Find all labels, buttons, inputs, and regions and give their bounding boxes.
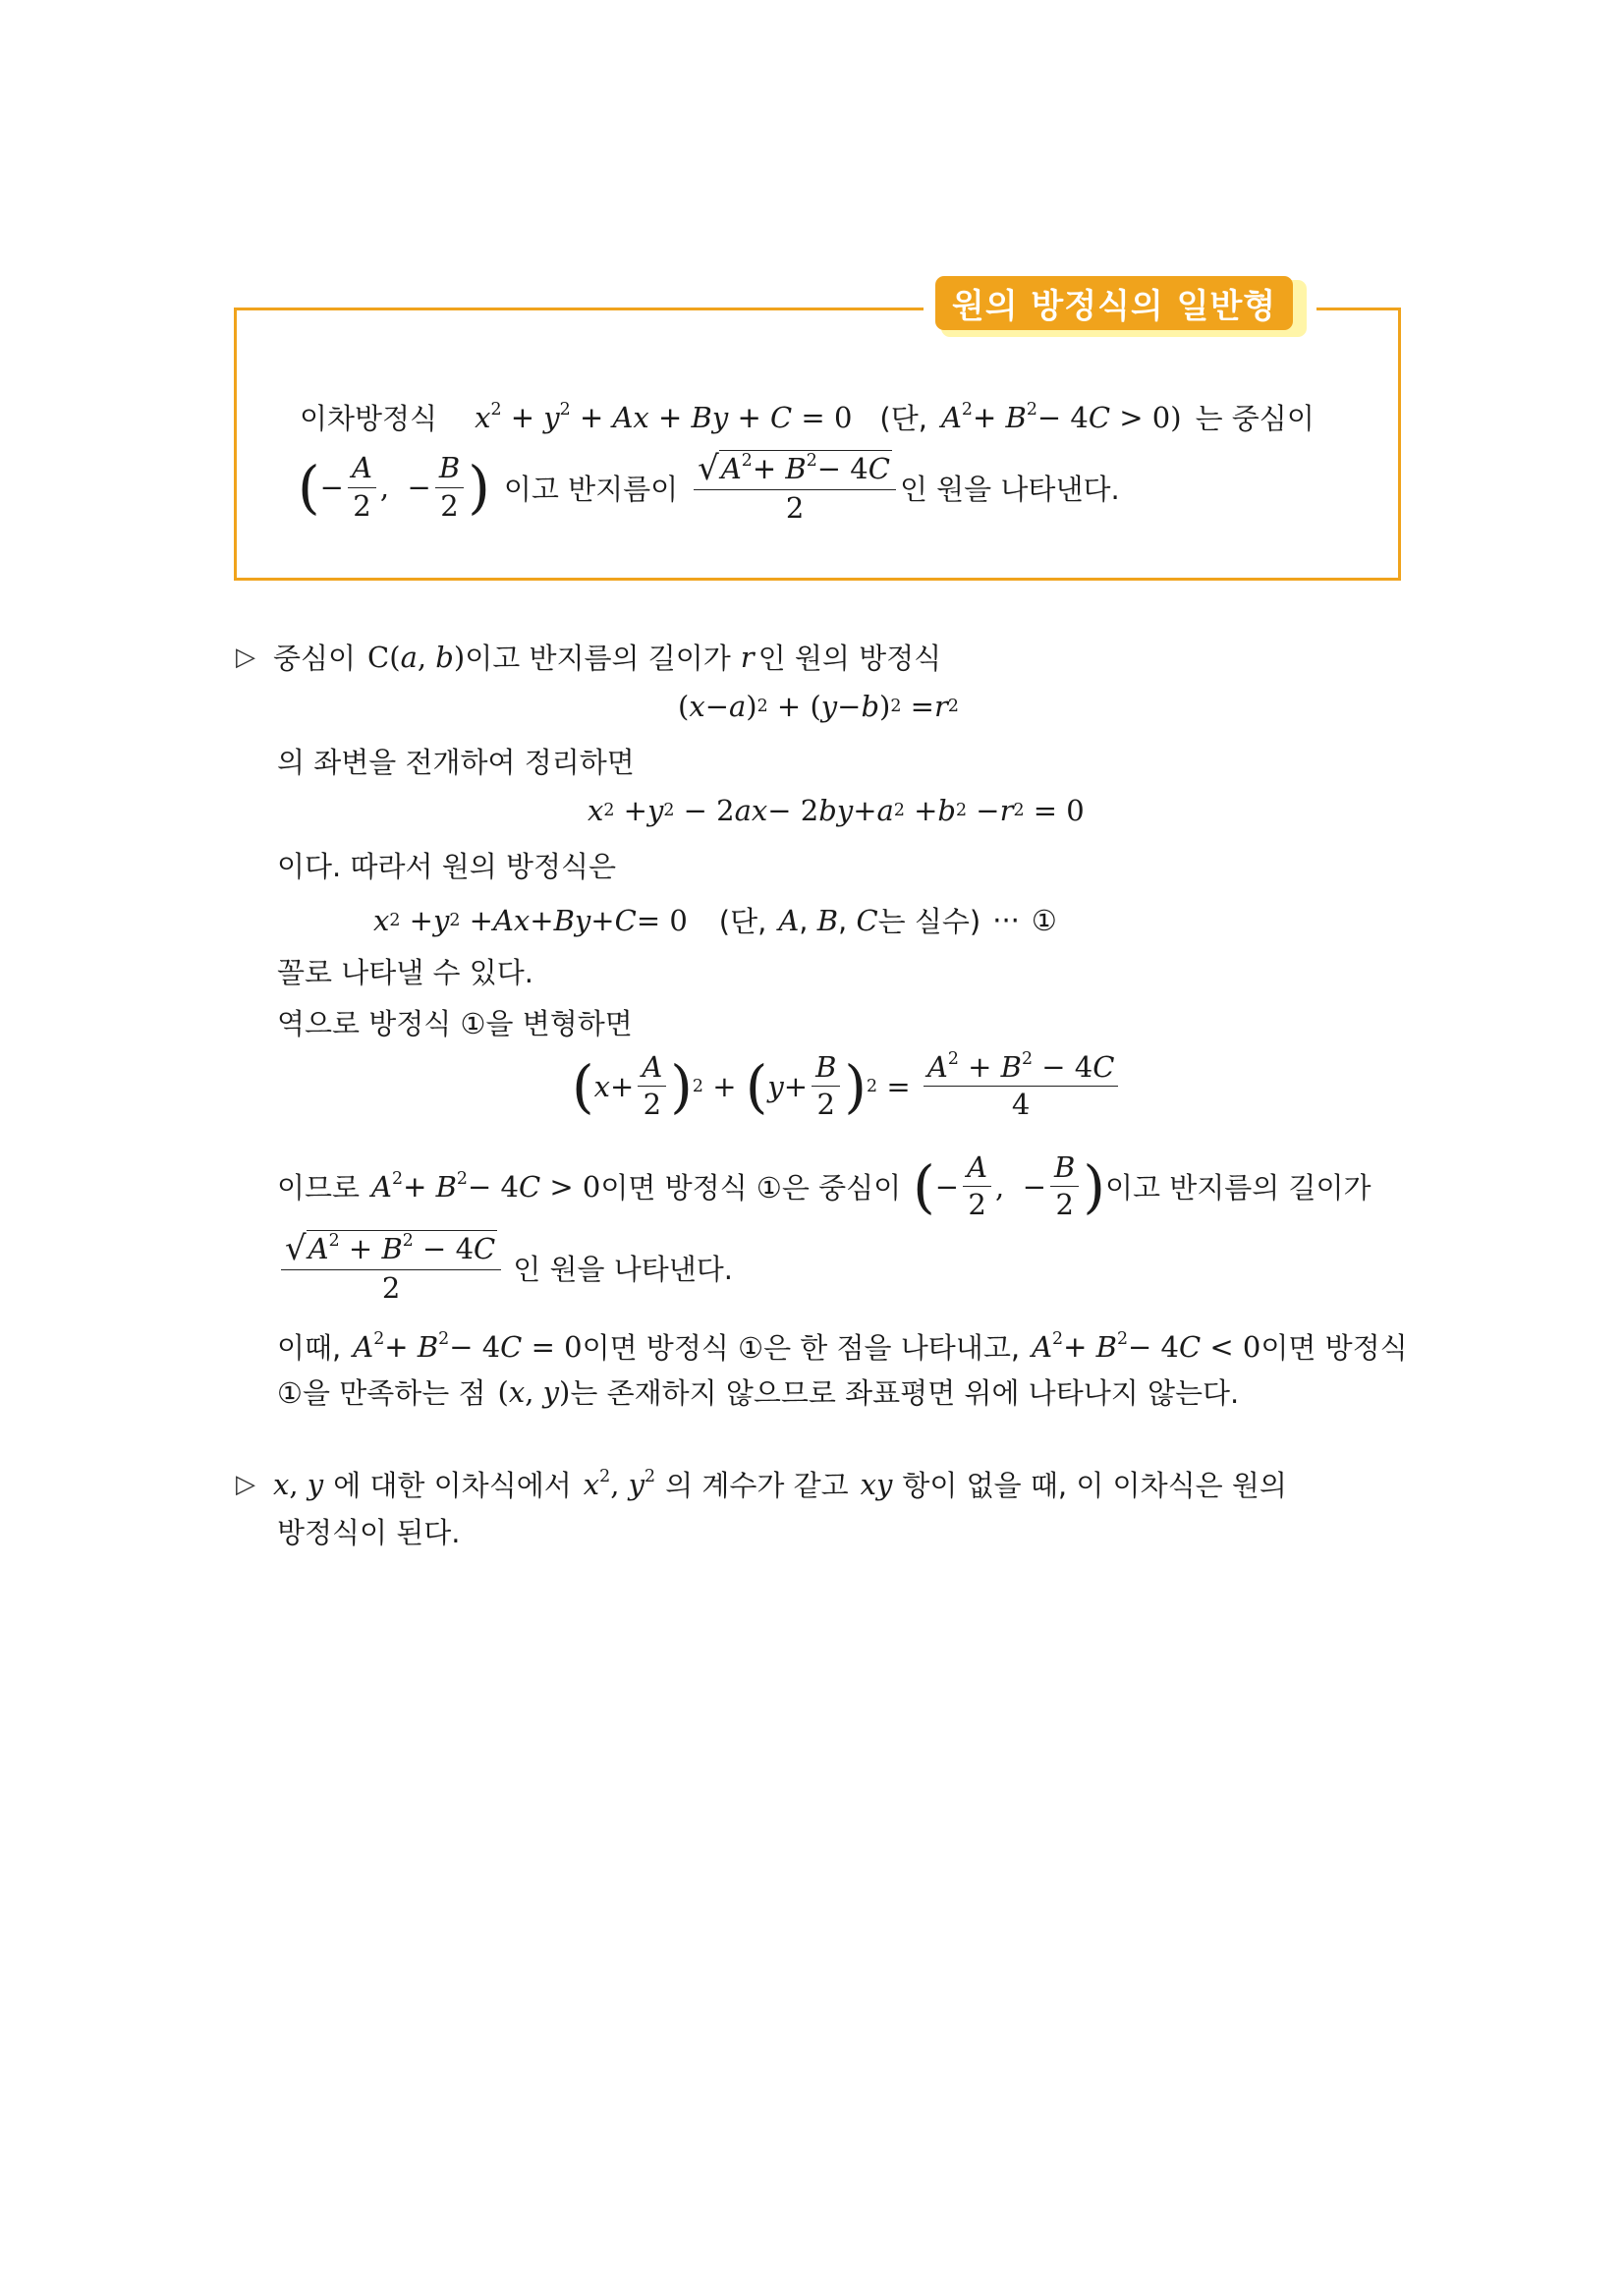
box-title: 원의 방정식의 일반형 [935,276,1293,330]
box-line1-post: 는 중심이 [1195,402,1315,435]
para-9: ①을 만족하는 점 (x, y) 는 존재하지 않으므로 좌표평면 위에 나타나지 않는다. [277,1374,1240,1410]
para-3: 이다. 따라서 원의 방정식은 [277,850,617,883]
frac-a-over-2: $\frac{A}{2}$ [348,452,376,523]
bullet-triangle-icon: ▷ [236,642,255,672]
eq-general: x 2 + y 2 + Ax + By + C = 0 (단, A, B, C 는 실수) ··· ① [373,903,1057,938]
eq-expanded: x 2 + y 2 − 2 ax − 2 by + a 2 + b 2 − r 2 = 0 [588,794,1085,827]
note-1: ▷ x, y 에 대한 이차식에서 $x^2$, $y^2$ 의 계수가 같고 xy 항이 없을 때, 이 이차식은 원의 [236,1466,1287,1502]
bullet-triangle-icon: ▷ [236,1469,255,1499]
para-7: √ $A^2 + B^2 - 4C$ 2 인 원을 나타낸다. [277,1230,733,1305]
note-2: 방정식이 된다. [277,1516,461,1549]
box-cond-open: (단, [879,402,927,435]
p1-pre: 중심이 [273,642,357,675]
box-line1-pre: 이차방정식 [300,402,438,435]
center-point: C(a, b) [367,640,466,674]
box-line2-post: 인 원을 나타낸다. [899,472,1120,506]
eq-standard: ( x − a ) 2 + ( y − b ) 2 = r 2 [678,690,959,723]
radius-fraction: √ $A^2+ B^2- 4C$ 2 [694,450,896,525]
para-4: 꼴로 나타낼 수 있다. [277,956,533,989]
para-1: ▷ 중심이 C(a, b) 이고 반지름의 길이가 r 인 원의 방정식 [236,637,941,677]
para-8: 이때, $A^2+ B^2- 4C = 0$ 이면 방정식 ①은 한 점을 나타내고, $A^2+ B^2- 4C < 0$ 이면 방정식 [277,1328,1408,1365]
eq-completed-square: ( x + $\frac{A}{2}$ ) 2 + ( y + $\frac{B}{2}$ ) 2 = $\frac{A^2 + B^2 - 4C}{4}$ [572,1051,1122,1122]
para-5: 역으로 방정식 ①을 변형하면 [277,1007,633,1040]
box-line-2: ( − $\frac{A}{2}$ , − $\frac{B}{2}$ ) 이고 반지름이 √ $A^2+ B^2- 4C$ 2 인 원을 나타낸다. [298,449,1120,525]
para-2: 의 좌변을 전개하여 정리하면 [277,746,635,779]
circled-one: ① [1031,903,1057,937]
box-cond: $A^2+ B^2- 4C > 0$) [940,399,1182,434]
definition-box [234,308,1401,581]
p1-mid: 이고 반지름의 길이가 [465,642,731,675]
box-eq-general: $x^2 + y^2 + Ax + By + C = 0$ [475,399,853,434]
frac-b-over-2: $\frac{B}{2}$ [435,452,464,523]
p1-post: 인 원의 방정식 [757,642,942,675]
box-line2-mid: 이고 반지름이 [503,472,679,506]
box-line-1 [300,397,1315,437]
para-6: 이므로 $A^2+ B^2- 4C > 0$ 이면 방정식 ①은 중심이 ( − $\frac{A}{2}$ , − $\frac{B}{2}$ ) 이고 반지름의 길이가 [277,1150,1372,1222]
